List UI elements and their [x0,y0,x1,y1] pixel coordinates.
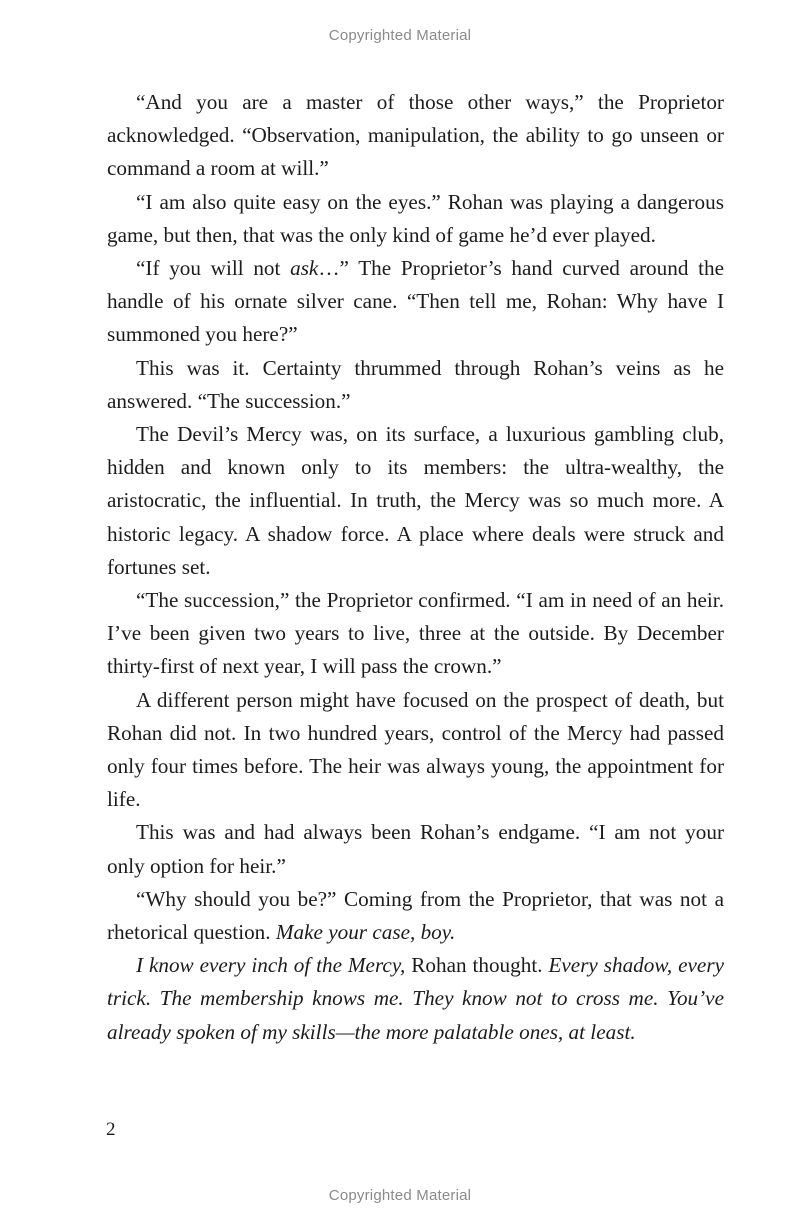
paragraph-10-part-2: Rohan thought. [405,953,549,978]
paragraph-3-part-2: …” The Proprietor’s hand curved around the handle of his ornate silver cane. “Then tell me, Rohan: Why have I summoned you here?” [107,256,724,347]
page-number: 2 [106,1119,116,1140]
paragraph-10-part-3: Every shadow, every trick. The membership knows me. They know not to cross me. You’ve already spoken of my skills—the more palatable ones, at least. [107,953,724,1044]
paragraph-7: A different person might have focused on the prospect of death, but Rohan did not. In two hundred years, control of the Mercy had passed only four times before. The heir was always young, the appointment for life. [107,687,724,812]
paragraph-10 [107,949,724,1049]
paragraph-6: “The succession,” the Proprietor confirmed. “I am in need of an heir. I’ve been given two years to live, three at the outside. By December thirty-first of next year, I will pass the crown.” [107,588,724,679]
paragraph-9 [107,883,724,949]
copyright-watermark-top: Copyrighted Material [328,27,472,44]
copyright-watermark-bottom: Copyrighted Material [328,1187,472,1204]
paragraph-10-part-1: I know every inch of the Mercy, [136,953,406,978]
paragraph-3 [107,252,724,352]
paragraph-5: The Devil’s Mercy was, on its surface, a luxurious gambling club, hidden and known only to its members: the ultra-wealthy, the aristocratic, the influential. In truth, the Mercy was so much more. A historic legacy. A shadow force. A place where deals were struck and fortunes set. [107,422,724,579]
paragraph-1: “And you are a master of those other ways,” the Proprietor acknowledged. “Observation, manipulation, the ability to go unseen or command a room at will.” [107,90,724,181]
paragraph-3-part-1: “If you will not [136,256,291,281]
body-text [107,86,724,1049]
paragraph-9-part-1: “Why should you be?” Coming from the Proprietor, that was not a rhetorical question. [107,886,724,945]
paragraph-9-emphasis: Make your case, boy. [275,920,456,945]
paragraph-2: “I am also quite easy on the eyes.” Rohan was playing a dangerous game, but then, that was the only kind of game he’d ever played. [107,189,724,247]
paragraph-8: This was and had always been Rohan’s endgame. “I am not your only option for heir.” [107,820,724,878]
paragraph-3-emphasis: ask [290,256,319,281]
paragraph-4: This was it. Certainty thrummed through Rohan’s veins as he answered. “The succession.” [107,355,724,413]
